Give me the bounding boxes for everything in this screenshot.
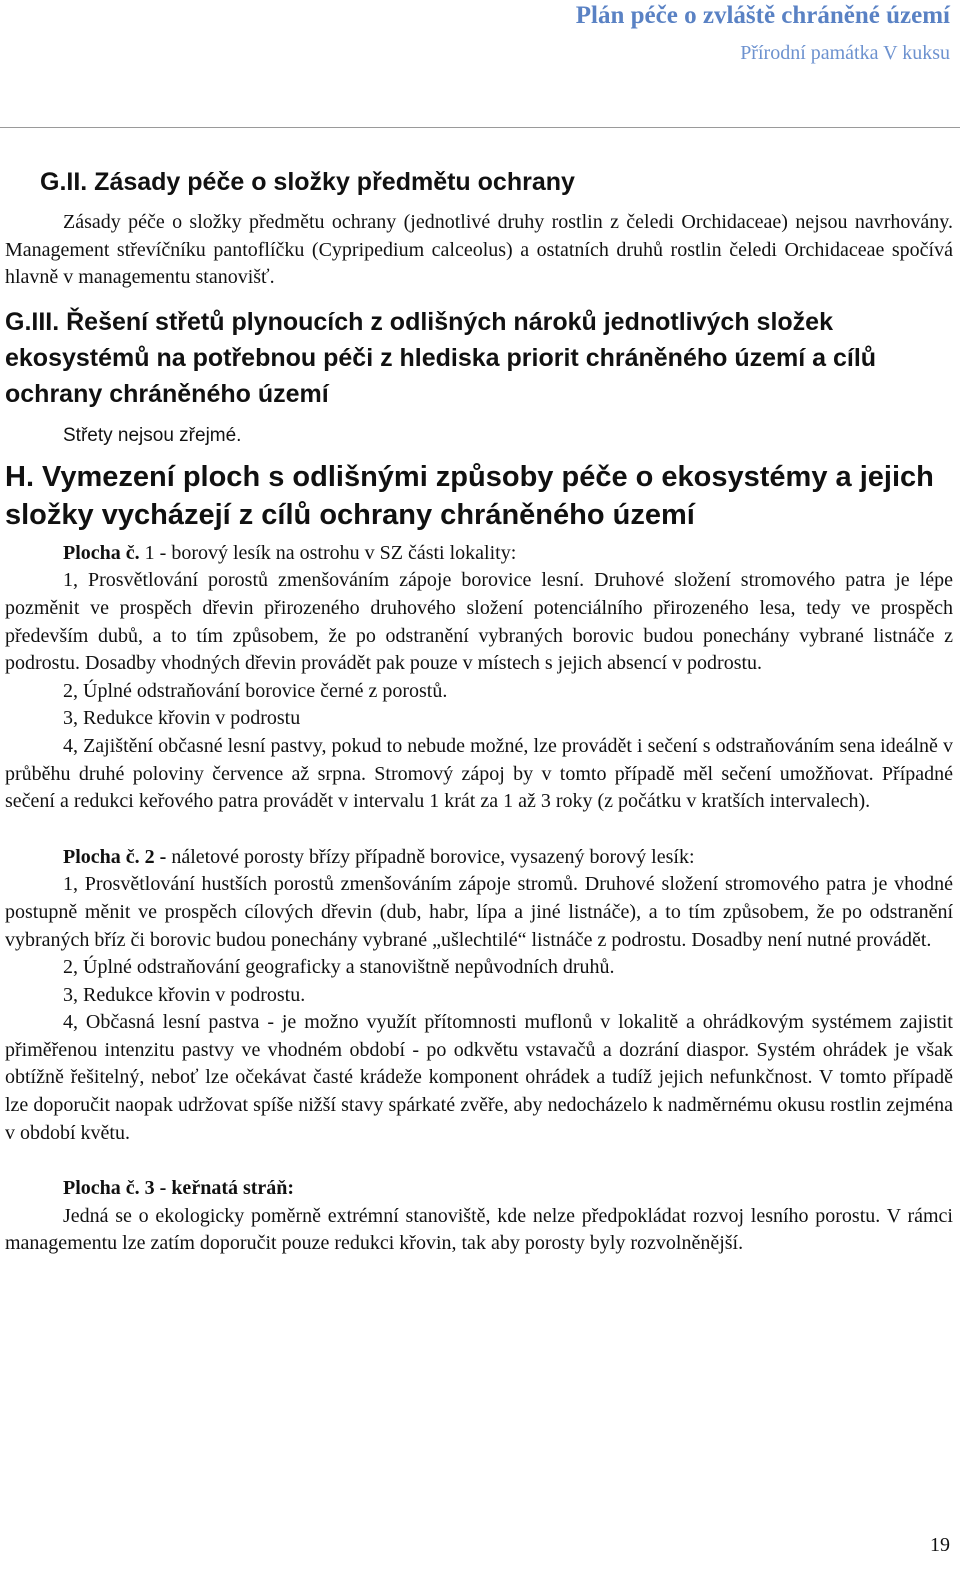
spacer bbox=[5, 816, 953, 844]
plocha-1-item-2: 2, Úplné odstraňování borovice černé z porostů. bbox=[63, 679, 448, 702]
plocha-1-item-4: 4, Zajištění občasné lesní pastvy, pokud to nebude možné, lze provádět i sečení s odstraňováním sena ideálně v průběhu druhé poloviny července až srpna. Stromový zápoj by v tomto případě měl sečení umožňovat. Případné sečení a redukci keřového patra provádět v intervalu 1 krát za 1 až 3 roky (z počátku v kratších intervalech). bbox=[5, 734, 953, 813]
plocha-2-item-2: 2, Úplné odstraňování geograficky a stanovištně nepůvodních druhů. bbox=[63, 956, 615, 979]
page-content bbox=[5, 164, 953, 1258]
heading-h: H. Vymezení ploch s odlišnými způsoby péče o ekosystémy a jejich složky vycházejí z cílů ochrany chráněného území bbox=[5, 460, 934, 531]
heading-g2: G.II. Zásady péče o složky předmětu ochrany bbox=[40, 168, 575, 196]
paragraph-g2: Zásady péče o složky předmětu ochrany (jednotlivé druhy rostlin z čeledi Orchidaceae) nejsou navrhovány. Management střevíčníku pantoflíčku (Cypripedium calceolus) a ostatních druhů rostlin čeledi Orchidaceae spočívá hlavně v managementu stanovišť. bbox=[5, 211, 953, 289]
plocha-1-label: Plocha č. bbox=[63, 541, 140, 564]
paragraph-g3: Střety nejsou zřejmé. bbox=[63, 424, 242, 446]
plocha-1-item-3: 3, Redukce křovin v podrostu bbox=[63, 707, 301, 730]
plocha-2-item-1: 1, Prosvětlování hustších porostů zmenšováním zápoje stromů. Druhové složení stromového patra je vhodné postupně měnit ve prospěch cílových dřevin (dub, habr, lípa a jiné listnáče), a to tím způsobem, že po odstranění vybraných bříz či borovic budou ponechány vybrané „ušlechtilé“ listnáče z podrostu. Dosadby není nutné provádět. bbox=[5, 873, 953, 951]
plocha-2-label: Plocha č. 2 - bbox=[63, 845, 167, 868]
header-rule bbox=[0, 127, 960, 128]
page-number: 19 bbox=[930, 1534, 950, 1556]
plocha-1-heading bbox=[5, 540, 953, 568]
plocha-2-item-4: 4, Občasná lesní pastva - je možno využít přítomnosti muflonů v lokalitě a ohrádkovým systémem zajistit přiměřenou intenzitu pastvy ve vhodném období - po odkvětu vstavačů a dozrání diaspor. Systém ohrádek je však obtížně řešitelný, neboť lze očekávat časté krádeže komponent ohrádek a tudíž jejich nefunkčnost. V tomto případě lze doporučit naopak udržovat spíše nižší stavy spárkaté zvěře, aby nedocházelo k nadměrnému okusu rostlin zejména v období květu. bbox=[5, 1011, 953, 1144]
page-header bbox=[576, 0, 950, 66]
document-subtitle: Přírodní památka V kuksu bbox=[740, 42, 950, 64]
spacer bbox=[5, 1147, 953, 1175]
plocha-2-heading bbox=[5, 844, 953, 872]
plocha-3-heading bbox=[5, 1175, 953, 1203]
plocha-1-item-1: 1, Prosvětlování porostů zmenšováním zápoje borovice lesní. Druhové složení stromového patra je lépe pozměnit ve prospěch dřevin přirozeného druhového složení potenciálního přirozeného lesa, tedy ve prospěch především dubů, a to tím způsobem, že po odstranění vybraných borovic budou ponechány vybrané listnáče z podrostu. Dosadby vhodných dřevin provádět pak pouze v místech s jejich absencí v podrostu. bbox=[5, 569, 953, 675]
document-title: Plán péče o zvláště chráněné území bbox=[575, 2, 950, 29]
plocha-3-label: Plocha č. 3 - bbox=[63, 1177, 167, 1200]
plocha-3-desc: keřnatá stráň: bbox=[166, 1177, 295, 1200]
plocha-2-desc: náletové porosty břízy případně borovice, vysazený borový lesík: bbox=[166, 845, 695, 868]
plocha-3-text: Jedná se o ekologicky poměrně extrémní stanoviště, kde nelze předpokládat rozvoj lesního porostu. V rámci managementu lze zatím doporučit pouze redukci křovin, tak aby porosty byly rozvolněnější. bbox=[5, 1204, 953, 1255]
heading-g3: G.III. Řešení střetů plynoucích z odlišných nároků jednotlivých složek ekosystémů na potřebnou péči z hlediska priorit chráněného území a cílů ochrany chráněného území bbox=[5, 307, 877, 408]
plocha-1-desc: 1 - borový lesík na ostrohu v SZ části lokality: bbox=[139, 541, 517, 564]
plocha-2-item-3: 3, Redukce křovin v podrostu. bbox=[63, 983, 306, 1006]
